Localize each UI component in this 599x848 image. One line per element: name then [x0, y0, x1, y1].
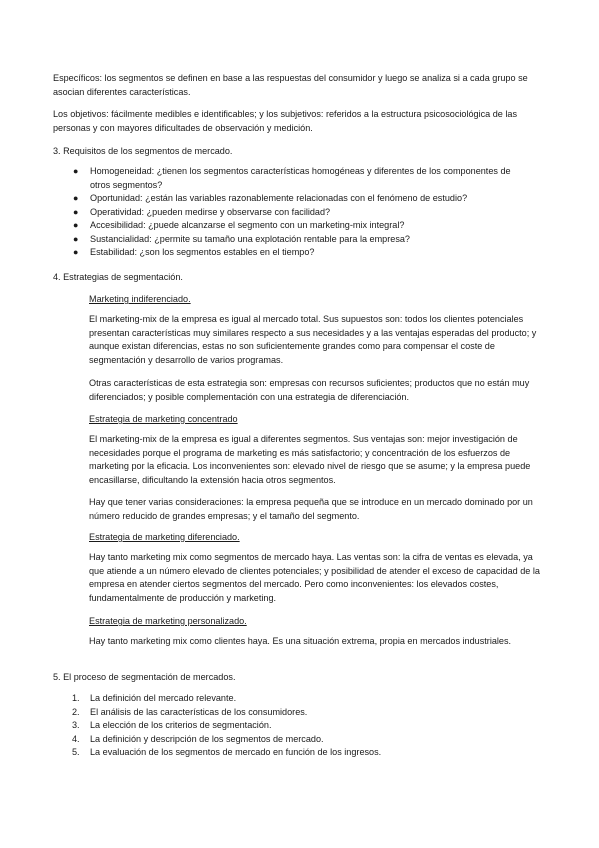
- subheading-marketing-diferenciado: Estrategia de marketing diferenciado.: [89, 532, 240, 542]
- requisitos-list: [53, 165, 529, 260]
- paragraph-especificos: Específicos: los segmentos se definen en base a las respuestas del consumidor y luego se analiza si a cada grupo se asocian diferentes características.: [53, 73, 528, 97]
- heading-estrategias: 4. Estrategias de segmentación.: [53, 272, 183, 282]
- paragraph-personalizado-1: Hay tanto marketing mix como clientes haya. Es una situación extrema, propia en mercados industriales.: [89, 636, 512, 646]
- list-item: ● Accesibilidad: ¿puede alcanzarse el segmento con un marketing-mix integral?: [53, 219, 529, 233]
- list-item: 1. La definición del mercado relevante.: [72, 693, 237, 703]
- list-item: ● Oportunidad: ¿están las variables razonablemente relacionadas con el fenómeno de estudio?: [53, 192, 529, 206]
- bullet-icon: ●: [73, 206, 79, 217]
- list-item: ● Sustancialidad: ¿permite su tamaño una explotación rentable para la empresa?: [53, 233, 529, 247]
- bullet-icon: ●: [73, 220, 79, 230]
- list-item: ● Homogeneidad: ¿tienen los segmentos características homogéneas y diferentes de los componentes de otros segmentos?: [73, 166, 511, 190]
- paragraph-indiferenciado-1: El marketing-mix de la empresa es igual al mercado total. Sus supuestos son: todos los clientes potenciales presentan características muy similares respecto a sus necesidades y a las ventajas esperadas del producto; y aunque existan diferencias, estas no son suficientemente grandes como para compensar el coste de segmentación y desarrollo de varios programas.: [89, 314, 537, 365]
- list-item: 4. La definición y descripción de los segmentos de mercado.: [72, 733, 324, 744]
- bullet-icon: ●: [73, 166, 79, 176]
- list-item: 3. La elección de los criterios de segmentación.: [72, 720, 272, 730]
- list-item: ● Operatividad: ¿pueden medirse y observarse con facilidad?: [53, 206, 529, 220]
- subheading-marketing-indiferenciado: Marketing indiferenciado.: [89, 294, 191, 304]
- pasos-list: [53, 692, 549, 760]
- paragraph-concentrado-1: El marketing-mix de la empresa es igual a diferentes segmentos. Sus ventajas son: mejor investigación de necesidades porque el programa de marketing es más satisfactorio; y concentración de los esfuerzos de marketing por la eficacia. Los inconvenientes son: elevado nivel de riesgo que se asume; y la empresa puede encasillarse, dificultando la extensión hacia otros segmentos.: [89, 434, 531, 485]
- bullet-icon: ●: [73, 193, 79, 203]
- list-item: ● Estabilidad: ¿son los segmentos estables en el tiempo?: [53, 246, 529, 260]
- heading-proceso: 5. El proceso de segmentación de mercados.: [53, 672, 236, 682]
- bullet-icon: ●: [73, 247, 79, 257]
- list-item: 5. La evaluación de los segmentos de mercado en función de los ingresos.: [72, 747, 382, 757]
- paragraph-indiferenciado-2: Otras características de esta estrategia son: empresas con recursos suficientes; productos que no están muy diferenciados; y posible complementación con una estrategia de diferenciación.: [89, 378, 530, 402]
- list-item: 2. El análisis de las características de los consumidores.: [72, 706, 308, 717]
- subheading-marketing-personalizado: Estrategia de marketing personalizado.: [89, 616, 247, 626]
- paragraph-concentrado-2: Hay que tener varias consideraciones: la empresa pequeña que se introduce en un mercado dominado por un número reducido de grandes empresas; y el tamaño del segmento.: [89, 497, 533, 521]
- bullet-icon: ●: [73, 233, 79, 244]
- heading-requisitos: 3. Requisitos de los segmentos de mercado.: [53, 146, 233, 156]
- paragraph-objetivos: Los objetivos: fácilmente medibles e identificables; y los subjetivos: referidos a la estructura psicosociológica de las personas y con mayores dificultades de observación y medición.: [53, 109, 518, 133]
- paragraph-diferenciado-1: Hay tanto marketing mix como segmentos de mercado haya. Las ventas son: la cifra de ventas es elevada, ya que atiende a un número elevado de clientes potenciales; y posibilidad de atender el exceso de capacidad de la empresa en atender ciertos segmentos del mercado. Pero como inconvenientes: los elevados costes, fundamentalmente de producción y marketing.: [89, 552, 540, 603]
- subheading-marketing-concentrado: Estrategia de marketing concentrado: [89, 414, 238, 424]
